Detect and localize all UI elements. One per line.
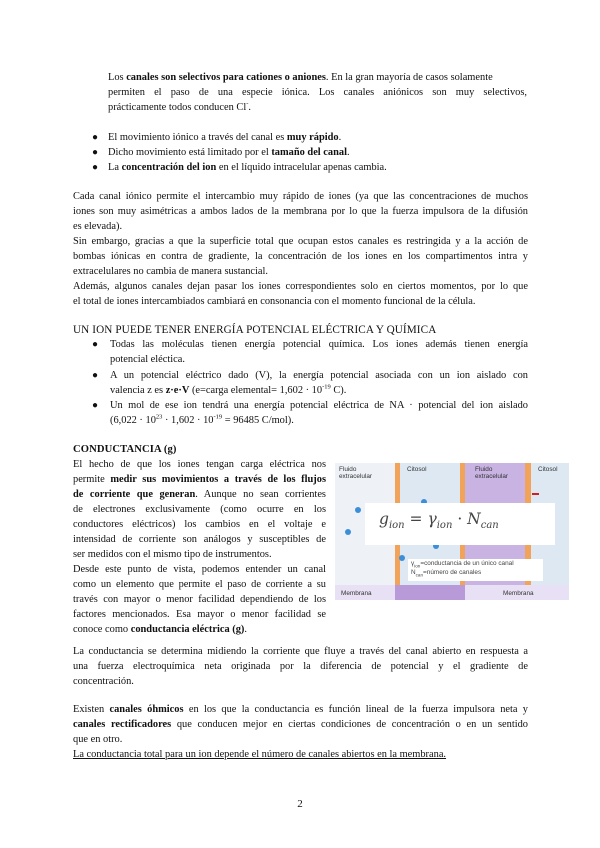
para3-line-3: que en otro. bbox=[73, 734, 123, 745]
para3-line-2: canales rectificadores que conducen mejor en ciertas condiciones de concentración o en un sentido bbox=[73, 719, 528, 730]
bullet-item-2: Dicho movimiento está limitado por el tamaño del canal. bbox=[108, 147, 350, 158]
legend-line-1: $\gamma_{ion}=conductancia$ de un único canal bbox=[411, 560, 514, 569]
conductancia-line-10: través con mayor o menor facilidad dependiendo de los bbox=[73, 594, 326, 605]
para2-line-2: una fuerza electroquímica neta originada por la diferencia de potencial y el gradiente de bbox=[73, 661, 528, 672]
para1-line-3: es elevada). bbox=[73, 221, 123, 232]
para1-line-6: extracelulares no cambia de manera sustancial. bbox=[73, 266, 269, 277]
intro-line-3: prácticamente todos conducen Cl-. bbox=[108, 100, 251, 113]
conductancia-line-5: conductores eléctricos) los cambios en el voltaje e bbox=[73, 519, 326, 530]
section-heading-conductancia: CONDUCTANCIA (g) bbox=[73, 444, 177, 455]
energia-bullet-1-line-2: potencial eléctica. bbox=[110, 354, 185, 365]
para2-line-1: La conductancia se determina midiendo la corriente que fluye a través del canal abierto en respuesta a bbox=[73, 646, 528, 657]
para1-line-5: bombas iónicas en contra de gradiente, la concentración de los iones en los compartimentos intra y bbox=[73, 251, 528, 262]
energia-bullet-3-line-1: Un mol de ese ion tendrá una energía potencial eléctrica de NA · potencial del ion aislado bbox=[110, 400, 528, 411]
para1-line-8: el total de iones intercambiados cambiará en consonancia con el momento funcional de la célula. bbox=[73, 296, 476, 307]
energia-bullet-2-line-2: valencia z es z·e·V (e=carga elemental= $1,602 \cdot 10^{-19}$ C). bbox=[110, 383, 347, 396]
legend-line-2: $N_{can}=número$ de canales bbox=[411, 568, 482, 577]
para2-line-3: concentración. bbox=[73, 676, 134, 687]
bullet-marker: ● bbox=[92, 132, 99, 143]
conductance-equation: $g_{ion} = \gamma_{ion} \cdot N_{can}$ bbox=[379, 510, 499, 531]
bullet-marker: ● bbox=[92, 400, 99, 411]
para3-line-4-underlined: La conductancia total para un ion depende el número de canales abiertos en la membrana. bbox=[73, 749, 447, 760]
conductancia-line-6: intensidad de corriente son análogos y susceptibles de bbox=[73, 534, 326, 545]
bullet-marker: ● bbox=[92, 162, 99, 173]
para1-line-4: Sin embargo, gracias a que la superficie total que ocupan estos canales es restringida y a la acción de bbox=[73, 236, 528, 247]
section-heading-energia: UN ION PUEDE TENER ENERGÍA POTENCIAL ELÉCTRICA Y QUÍMICA bbox=[73, 324, 437, 336]
page-number: 2 bbox=[297, 798, 303, 810]
conductancia-line-7: ser medidos con el mismo tipo de instrumentos. bbox=[73, 549, 272, 560]
label-membrana-1: Membrana bbox=[341, 590, 372, 597]
bullet-item-1: El movimiento iónico a través del canal es muy rápido. bbox=[108, 132, 342, 143]
para1-line-2: iones son muy asimétricas a ambos lados de la membrana por lo que la fuerza impulsora de la difusión bbox=[73, 206, 528, 217]
intro-line-2: permiten el paso de una especie iónica. Los canales aniónicos son muy selectivos, bbox=[108, 87, 527, 98]
conductancia-line-1: El hecho de que los iones tengan carga eléctrica nos bbox=[73, 459, 326, 470]
conductancia-line-11: factores mencionados. Esa mayor o menor facilidad se bbox=[73, 609, 326, 620]
conductancia-line-9: como un elemento que permite el paso de corriente a su bbox=[73, 579, 326, 590]
conductancia-line-4: de electrones exclusivamente (como ocurre en los bbox=[73, 504, 326, 515]
ion-dot bbox=[399, 555, 405, 561]
membrane-base-purple bbox=[395, 585, 465, 600]
energia-bullet-1-line-1: Todas las moléculas tienen energía potencial química. Los iones además tienen energía bbox=[110, 339, 528, 350]
intro-line-1: Los canales son selectivos para cationes o aniones. En la gran mayoría de casos solamente bbox=[108, 72, 493, 83]
label-fluido-extracelular-2: Fluido extracelular bbox=[475, 466, 509, 481]
conductancia-line-8: Desde este punto de vista, podemos entender un canal bbox=[73, 564, 326, 575]
bullet-marker: ● bbox=[92, 370, 99, 381]
equation-legend bbox=[408, 559, 543, 581]
bullet-marker: ● bbox=[92, 147, 99, 158]
ion-dot bbox=[355, 507, 361, 513]
ion-dot bbox=[345, 529, 351, 535]
energia-bullet-3-line-2: ($6,022 \cdot 10^{23} \cdot 1,602 \cdot 10^{-19} = 96485$ C/mol). bbox=[110, 413, 294, 426]
conductancia-line-2: permite medir sus movimientos a través de los flujos bbox=[73, 474, 326, 485]
bullet-marker: ● bbox=[92, 339, 99, 350]
label-fluido-extracelular-1: Fluido extracelular bbox=[339, 466, 373, 481]
para1-line-7: Además, algunos canales dejan pasar los iones correspondientes solo en ciertos momentos, por lo que bbox=[73, 281, 528, 292]
para1-line-1: Cada canal iónico permite el intercambio muy rápido de iones (ya que las concentraciones de muchos bbox=[73, 191, 528, 202]
conductancia-line-12: conoce como conductancia eléctrica (g). bbox=[73, 624, 247, 635]
bullet-item-3: La concentración del ion en el líquido intracelular apenas cambia. bbox=[108, 162, 387, 173]
label-membrana-2: Membrana bbox=[503, 590, 534, 597]
conductance-figure bbox=[335, 463, 569, 600]
para3-line-1: Existen canales óhmicos en los que la conductancia es función lineal de la fuerza impulsora neta y bbox=[73, 704, 529, 715]
label-citosol-2: Citosol bbox=[538, 466, 558, 473]
energia-bullet-2-line-1: A un potencial eléctrico dado (V), la energía potencial asociada con un ion aislado con bbox=[110, 370, 528, 381]
label-citosol-1: Citosol bbox=[407, 466, 427, 473]
conductancia-line-3: de corriente que generan. Aunque no sean corrientes bbox=[73, 489, 326, 500]
red-marker bbox=[532, 493, 539, 495]
